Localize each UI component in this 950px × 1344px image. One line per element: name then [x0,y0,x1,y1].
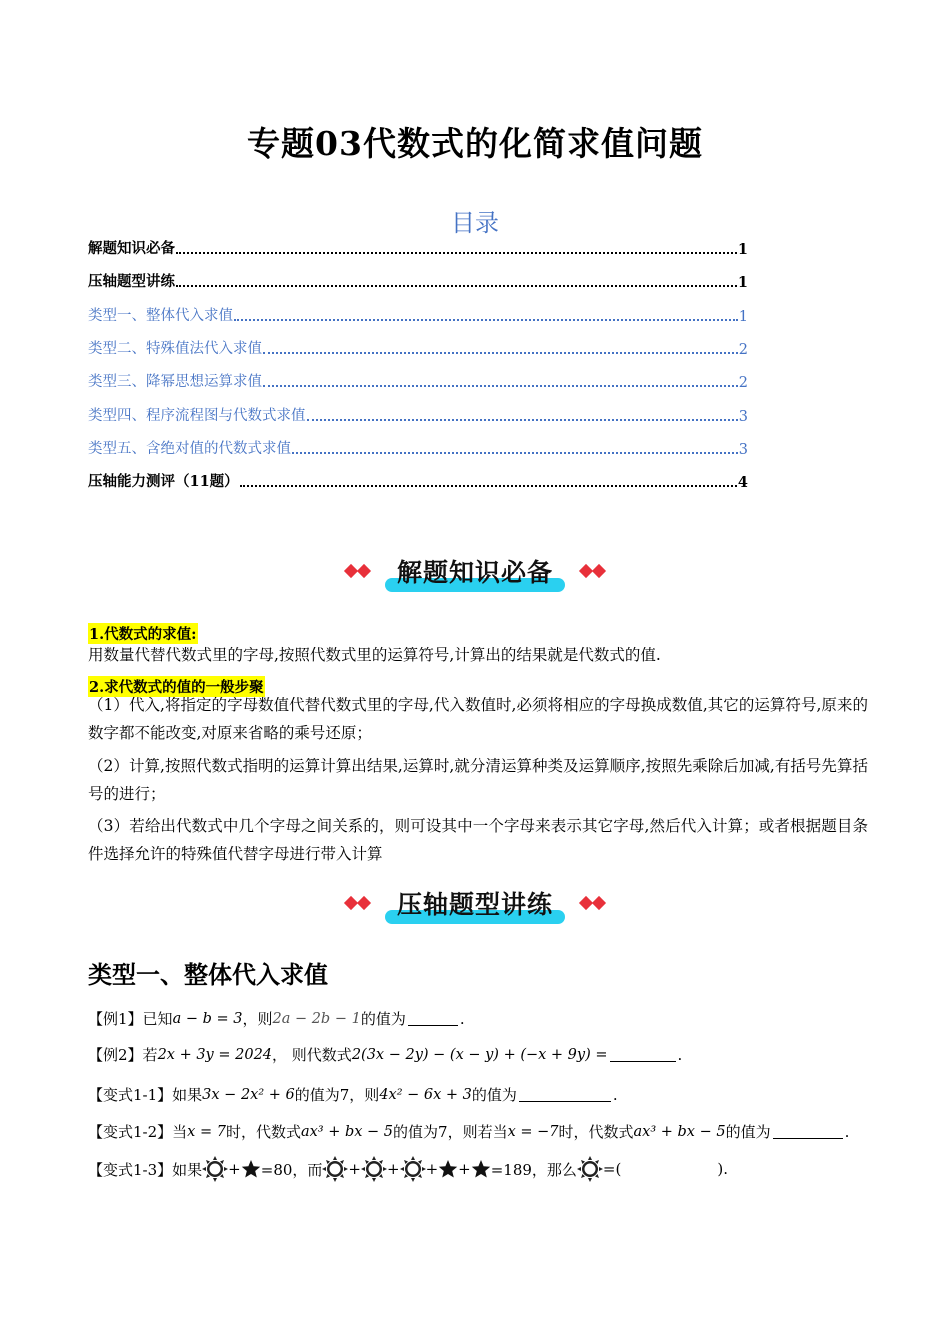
answer-blank[interactable] [610,1047,676,1062]
toc-leader-dots [234,318,738,321]
question-text: ，则 [242,1010,273,1028]
toc-entry-page: 3 [738,442,748,458]
plus-sign: + [386,1160,400,1178]
toc-entry[interactable] [88,269,748,291]
question-text: 的值为 [360,1010,406,1028]
toc-leader-dots [176,251,737,254]
math-expression: 3x − 2x² + 6 [202,1086,295,1103]
section-banner-knowledge [0,549,950,593]
math-expression: 2(3x − 2y) − (x − y) + (−x + 9y) = [351,1046,608,1063]
question-text: 时，代数式 [225,1123,301,1141]
math-expression: x = −7 [507,1123,559,1140]
question-text: 如果 [172,1160,203,1179]
toc-leader-dots [263,351,738,354]
question-tag: 【例2】 [88,1046,143,1064]
math-expression: ax³ + bx − 5 [633,1123,726,1140]
toc-entry-page: 3 [738,409,748,425]
sun-icon [322,1156,348,1182]
toc-entry-page: 4 [737,474,748,491]
question-text: 如果 [172,1086,203,1104]
question-text: 的值为7，则 [294,1086,380,1104]
sun-icon [202,1156,228,1182]
toc-entry-page: 1 [738,309,748,325]
knowledge-paragraph-2: （1）代入,将指定的字母数值代替代数式里的字母,代入数值时,必须将相应的字母换成数值,其它的运算符号,原来的数字都不能改变,对原来省略的乘号还原； [88,696,868,742]
knowledge-paragraph-3: （2）计算,按照代数式指明的运算计算出结果,运算时,就分清运算种类及运算顺序,按照先乘除后加减,有括号先算括号的进行； [88,757,868,803]
toc-entry[interactable] [88,469,748,491]
toc-entry[interactable] [88,303,748,325]
banner-title: 解题知识必备 [383,553,567,589]
toc-entry-label: 压轴能力测评（11题） [88,473,239,490]
toc-entry-label: 类型四、程序流程图与代数式求值 [88,408,306,424]
star-icon [438,1159,458,1179]
knowledge-heading-2: 2.求代数式的值的一般步聚 [88,676,265,697]
toc-entry-page: 2 [738,342,748,358]
toc-entry[interactable] [88,236,748,258]
question-text: . [612,1085,618,1104]
question-text: ). [717,1160,728,1178]
question-text: 若 [142,1046,158,1064]
toc-entry-page: 1 [737,274,748,291]
question-text: 的值为 [471,1086,517,1104]
answer-blank[interactable] [408,1011,458,1026]
toc-leader-dots [176,284,737,287]
answer-blank[interactable] [519,1087,611,1102]
plus-sign: + [458,1160,471,1178]
question-tag: 【例1】 [88,1010,143,1028]
question-text: 的值为7，则若当 [393,1123,508,1141]
math-expression: 2a − 2b − 1 [272,1010,361,1027]
star-icon [241,1159,261,1179]
sun-icon [400,1156,426,1182]
toc-entry-label: 解题知识必备 [88,240,175,257]
toc-entry-page: 2 [738,375,748,391]
section-banner-practice [0,881,950,925]
toc-entry[interactable] [88,369,748,391]
plus-sign: + [425,1160,439,1178]
math-expression: ax³ + bx − 5 [300,1123,394,1140]
question-variant-1-3 [88,1156,728,1182]
toc-entry-label: 类型一、整体代入求值 [88,308,233,324]
diamond-decoration-icon [581,566,604,576]
star-icon [471,1159,491,1179]
math-expression: x = 7 [187,1123,226,1140]
knowledge-heading-1: 1.代数式的求值: [88,623,198,644]
answer-blank[interactable] [773,1124,843,1139]
diamond-decoration-icon [346,566,369,576]
question-text: . [677,1045,683,1064]
question-tag: 【变式1-2】 [88,1123,173,1141]
diamond-decoration-icon [581,898,604,908]
toc-entry-label: 压轴题型讲练 [88,273,175,290]
question-text: 时，代数式 [558,1123,634,1141]
document-title: 专题03代数式的化简求值问题 [247,124,703,163]
toc-leader-dots [307,418,738,421]
math-expression: a − b = 3 [172,1010,243,1027]
knowledge-paragraph-4: （3）若给出代数式中几个字母之间关系的，则可设其中一个字母来表示其它字母,然后代入计算；或者根据题目条件选择允许的特殊值代替字母进行带入计算 [88,817,868,863]
question-text: =( [602,1160,622,1178]
plus-sign: + [228,1160,241,1178]
question-example-1 [88,1008,465,1029]
math-expression: 4x² − 6x + 3 [379,1086,472,1103]
toc-entry-page: 1 [737,241,748,258]
toc-entry[interactable] [88,403,748,425]
question-text: 当 [172,1123,188,1141]
math-expression: 2x + 3y = 2024 [157,1046,273,1063]
knowledge-paragraph-1: 用数量代替代数式里的字母,按照代数式里的运算符号,计算出的结果就是代数式的值. [88,646,661,664]
plus-sign: + [348,1160,361,1178]
toc-entry-label: 类型五、含绝对值的代数式求值 [88,441,291,457]
question-text: =189，那么 [490,1160,577,1179]
question-text: 的值为 [725,1123,771,1141]
sun-icon [361,1156,387,1182]
question-text: ， 则代数式 [272,1046,352,1064]
question-tag: 【变式1-3】 [88,1160,173,1179]
toc-entry-label: 类型三、降幂思想运算求值 [88,374,262,390]
question-text: =80，而 [260,1160,323,1179]
question-text: 已知 [142,1010,173,1028]
question-variant-1-1 [88,1084,618,1105]
type1-heading: 类型一、整体代入求值 [88,961,328,989]
toc-leader-dots [292,451,738,454]
question-tag: 【变式1-1】 [88,1086,173,1104]
question-text: . [844,1122,850,1141]
question-variant-1-2 [88,1121,849,1142]
diamond-decoration-icon [346,898,369,908]
toc-entry-label: 类型二、特殊值法代入求值 [88,341,262,357]
toc-leader-dots [263,384,738,387]
toc-entry[interactable] [88,436,748,458]
toc-leader-dots [240,484,737,487]
question-example-2 [88,1044,682,1065]
toc-heading: 目录 [451,209,499,237]
toc-entry[interactable] [88,336,748,358]
banner-title: 压轴题型讲练 [383,885,567,921]
question-text: . [459,1009,465,1028]
sun-icon [577,1156,603,1182]
